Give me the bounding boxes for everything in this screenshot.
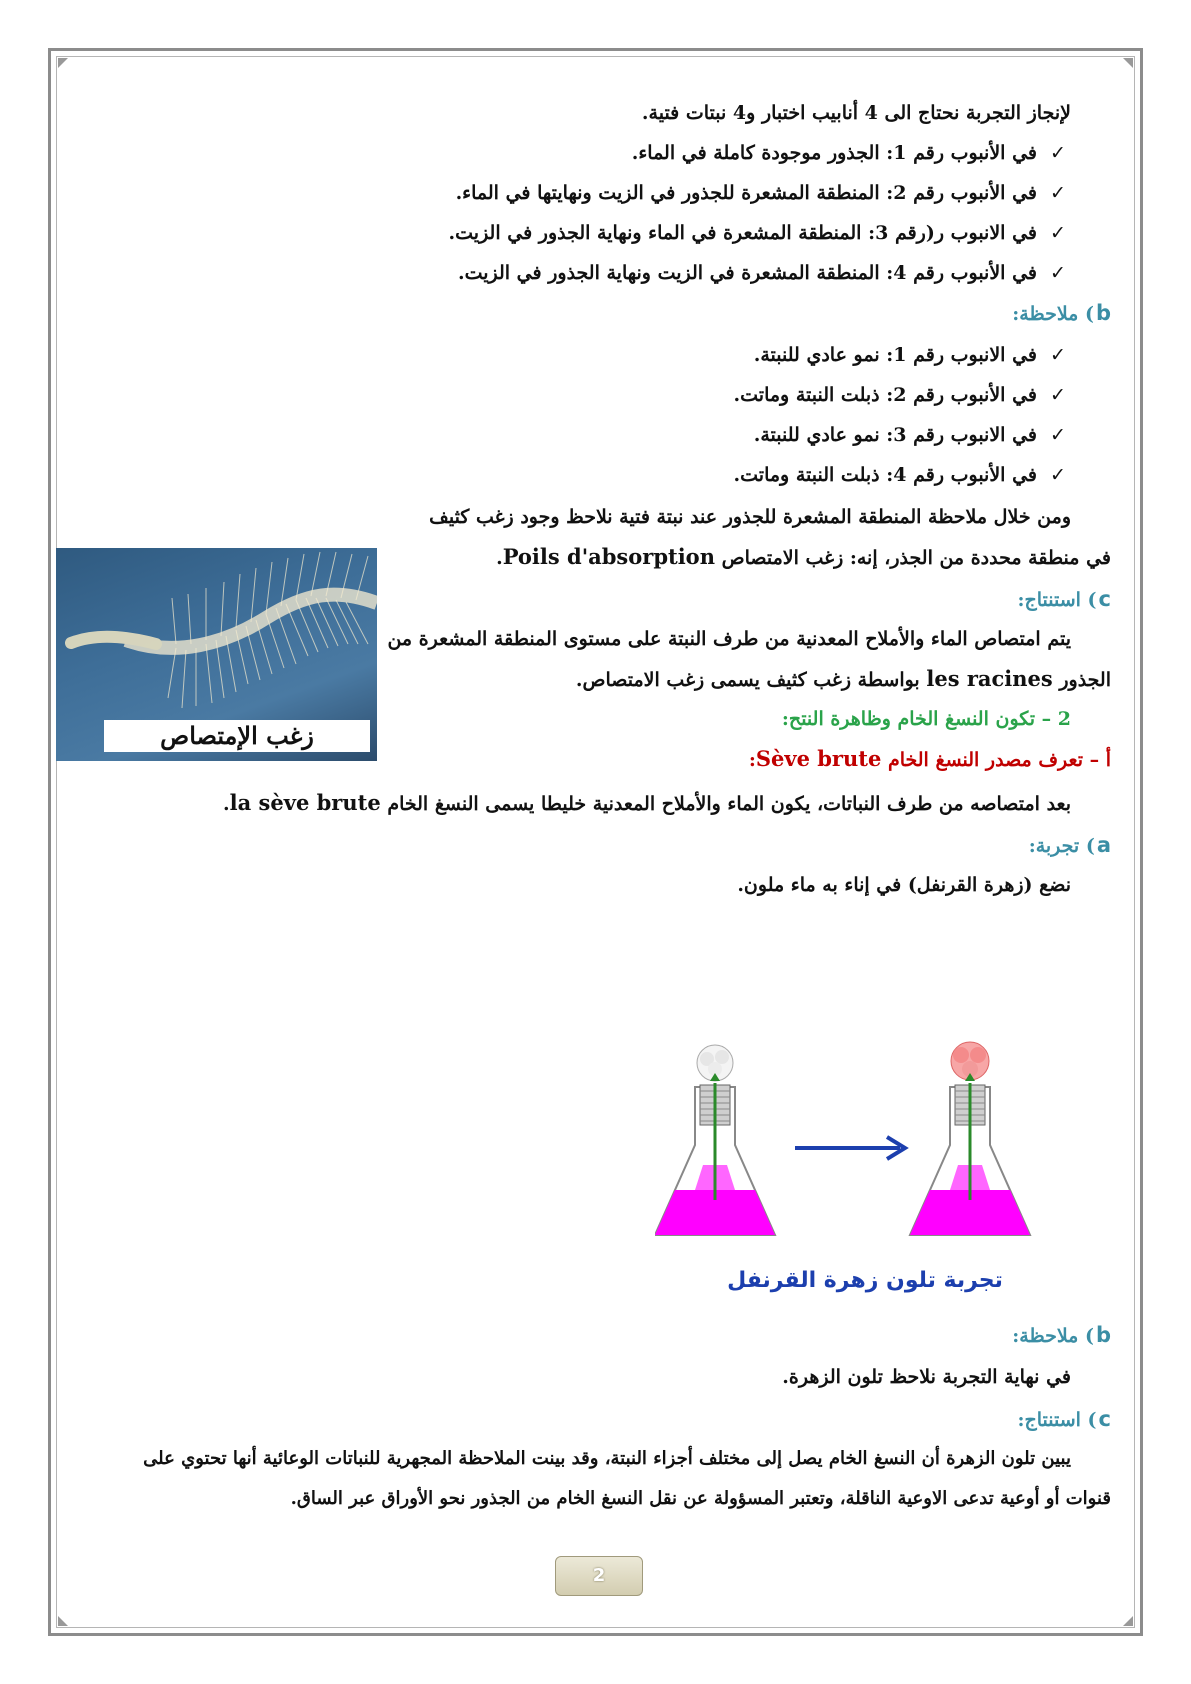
diagram-caption: تجربة تلون زهرة القرنفل (727, 1268, 1003, 1293)
section-heading-conclusion: c) استنتاج: (1017, 587, 1111, 611)
page-border-inner (56, 56, 1135, 1628)
checkmark-icon: ✓ (1050, 384, 1066, 406)
paragraph-line: ومن خلال ملاحظة المنطقة المشعرة للجذور عند نبتة فتية نلاحظ وجود زغب كثيف (429, 506, 1071, 528)
list-item: ✓في الأنبوب رقم 4: ذبلت النبتة وماتت. (734, 462, 1071, 488)
checkmark-icon: ✓ (1050, 182, 1066, 204)
list-item: ✓في الأنبوب رقم 2: المنطقة المشعرة للجذور في الزيت ونهايتها في الماء. (456, 180, 1071, 206)
checkmark-icon: ✓ (1050, 222, 1066, 244)
corner-ornament-tl (58, 58, 68, 68)
list-item: ✓في الانبوب رقم 1: نمو عادي للنبتة. (754, 342, 1071, 368)
checkmark-icon: ✓ (1050, 344, 1066, 366)
corner-ornament-br (1123, 1616, 1133, 1626)
carnation-experiment-diagram (655, 1025, 1080, 1295)
arrow-right-icon (795, 1137, 905, 1159)
intro-line: لإنجاز التجربة نحتاج الى 4 أنابيب اختبار و4 نبتات فتية. (641, 102, 1071, 124)
checkmark-icon: ✓ (1050, 142, 1066, 164)
paragraph-line: قنوات أو أوعية تدعى الاوعية الناقلة، وتعتبر المسؤولة عن نقل النسغ الخام من الجذور نحو الأوراق عبر الساق. (290, 1488, 1111, 1509)
section-heading-observation: b) ملاحظة: (1012, 301, 1111, 325)
corner-ornament-bl (58, 1616, 68, 1626)
flask-right-icon (910, 1042, 1030, 1235)
checkmark-icon: ✓ (1050, 464, 1066, 486)
section-heading-experiment: a) تجربة: (1028, 833, 1111, 857)
list-item: ✓في الأنبوب رقم 2: ذبلت النبتة وماتت. (734, 382, 1071, 408)
paragraph-line: في منطقة محددة من الجذر، إنه: زغب الامتصاص Poils d'absorption. (496, 544, 1111, 569)
checkmark-icon: ✓ (1050, 424, 1066, 446)
paragraph-line: في نهاية التجربة نلاحظ تلون الزهرة. (782, 1366, 1071, 1388)
paragraph-line: يبين تلون الزهرة أن النسغ الخام يصل إلى مختلف أجزاء النبتة، وقد بينت الملاحظة المجهرية للنباتات الوعائية أنها تحتوي على (143, 1448, 1071, 1469)
list-item: ✓في الأنبوب رقم 4: المنطقة المشعرة في الزيت ونهاية الجذور في الزيت. (458, 260, 1071, 286)
paragraph-line: يتم امتصاص الماء والأملاح المعدنية من طرف النبتة على مستوى المنطقة المشعرة من (387, 628, 1071, 650)
root-hair-photo (56, 548, 377, 761)
section-heading-conclusion-2: c) استنتاج: (1017, 1407, 1111, 1431)
section-heading-observation-2: b) ملاحظة: (1012, 1323, 1111, 1347)
paragraph-line: الجذور les racines بواسطة زغب كثيف يسمى زغب الامتصاص. (575, 666, 1111, 691)
list-item: ✓في الانبوب ر(رقم 3: المنطقة المشعرة في الماء ونهاية الجذور في الزيت. (449, 220, 1071, 246)
flask-diagram (655, 1025, 1080, 1295)
page-number: 2 (555, 1556, 643, 1596)
corner-ornament-tr (1123, 58, 1133, 68)
checkmark-icon: ✓ (1050, 262, 1066, 284)
list-item: ✓في الأنبوب رقم 1: الجذور موجودة كاملة في الماء. (632, 140, 1071, 166)
photo-caption: زغب الإمتصاص (104, 720, 370, 752)
list-item: ✓في الانبوب رقم 3: نمو عادي للنبتة. (754, 422, 1071, 448)
subsection-title: أ – تعرف مصدر النسغ الخام Sève brute: (748, 746, 1111, 771)
flask-left-icon (655, 1045, 775, 1235)
section-title: 2 – تكون النسغ الخام وظاهرة النتح: (781, 708, 1071, 730)
paragraph-line: بعد امتصاصه من طرف النباتات، يكون الماء والأملاح المعدنية خليطا يسمى النسغ الخام la sève brute. (223, 790, 1071, 815)
paragraph-line: نضع (زهرة القرنفل) في إناء به ماء ملون. (737, 874, 1071, 896)
